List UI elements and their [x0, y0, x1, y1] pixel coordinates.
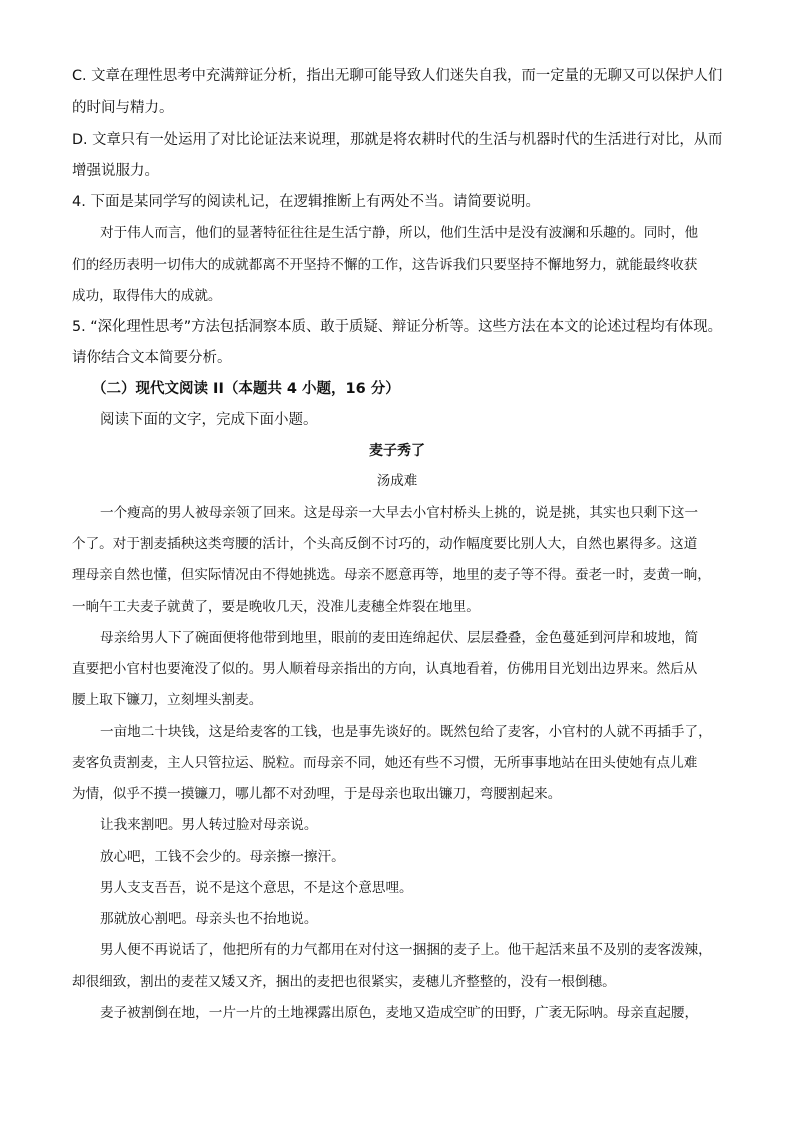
reading-note-line-3: 成功，取得伟大的成就。 [72, 288, 222, 304]
reading-note-line-1: 对于伟人而言，他们的显著特征往往是生活宁静，所以，他们生活中是没有波澜和乐趣的。同时，他 [100, 225, 699, 241]
story-paragraph-line: 却很细致，割出的麦茬又矮又齐，捆出的麦把也很紧实，麦穗儿齐整整的，没有一根倒穗。 [72, 974, 616, 990]
option-d-line-1: D. 文章只有一处运用了对比论证法来说理，那就是将农耕时代的生活与机器时代的生活进行对比，从而 [72, 132, 723, 148]
story-paragraph-line: 个了。对于割麦插秧这类弯腰的活计，个头高反倒不讨巧的，动作幅度要比别人大，自然也累得多。这道 [72, 536, 698, 552]
story-paragraph-line: 理母亲自然也懂，但实际情况由不得她挑选。母亲不愿意再等，地里的麦子等不得。蚕老一时，麦黄一晌， [72, 567, 711, 583]
story-paragraph-line: 一亩地二十块钱，这是给麦客的工钱，也是事先谈好的。既然包给了麦客，小官村的人就不再插手了， [100, 724, 712, 740]
section-heading: （二）现代文阅读 II（本题共 4 小题，16 分） [92, 381, 400, 397]
dialogue-line: 让我来割吧。男人转过脸对母亲说。 [100, 817, 318, 833]
story-paragraph-line: 一个瘦高的男人被母亲领了回来。这是母亲一大早去小官村桥头上挑的，说是挑，其实也只剩下这一 [100, 505, 699, 521]
story-paragraph-line: 男人便不再说话了，他把所有的力气都用在对付这一捆捆的麦子上。他干起活来虽不及别的麦客泼辣， [100, 942, 712, 958]
option-c-line-2: 的时间与精力。 [72, 100, 174, 116]
dialogue-line: 男人支支吾吾，说不是这个意思，不是这个意思哩。 [100, 880, 413, 896]
story-author: 汤成难 [376, 473, 418, 489]
option-c-line-1: C. 文章在理性思考中充满辩证分析，指出无聊可能导致人们迷失自我，而一定量的无聊又可以保护人们 [72, 68, 723, 84]
story-paragraph-line: 腰上取下镰刀，立刻埋头割麦。 [72, 692, 263, 708]
option-d-line-2: 增强说服力。 [72, 163, 159, 179]
story-paragraph-line: 一晌午工夫麦子就黄了，要是晚收几天，没准儿麦穗全炸裂在地里。 [72, 599, 480, 615]
story-paragraph-line: 麦子被割倒在地，一片一片的土地裸露出原色，麦地又造成空旷的田野，广袤无际呐。母亲直起腰， [100, 1005, 699, 1021]
question-5-line-2: 请你结合文本简要分析。 [72, 350, 232, 366]
section-instruction: 阅读下面的文字，完成下面小题。 [100, 412, 318, 428]
story-paragraph-line: 直要把小官村也要淹没了似的。男人顺着母亲指出的方向，认真地看着，仿佛用目光划出边界来。然后从 [72, 661, 698, 677]
story-title: 麦子秀了 [369, 443, 425, 459]
question-4-stem: 4. 下面是某同学写的阅读札记，在逻辑推断上有两处不当。请简要说明。 [72, 194, 540, 210]
dialogue-line: 那就放心割吧。母亲头也不抬地说。 [100, 911, 318, 927]
story-paragraph-line: 母亲给男人下了碗面便将他带到地里，眼前的麦田连绵起伏、层层叠叠，金色蔓延到河岸和坡地，简 [100, 630, 699, 646]
question-5-line-1: 5. “深化理性思考”方法包括洞察本质、敢于质疑、辩证分析等。这些方法在本文的论述过程均有体现。 [72, 319, 722, 335]
story-paragraph-line: 麦客负责割麦，主人只管拉运、脱粒。而母亲不同，她还有些不习惯，无所事事地站在田头使她有点儿难 [72, 755, 698, 771]
dialogue-line: 放心吧，工钱不会少的。母亲擦一擦汗。 [100, 849, 345, 865]
reading-note-line-2: 们的经历表明一切伟大的成就都离不开坚持不懈的工作，这告诉我们只要坚持不懈地努力，就能最终收获 [72, 257, 698, 273]
story-paragraph-line: 为情，似乎不摸一摸镰刀，哪儿都不对劲哩，于是母亲也取出镰刀，弯腰割起来。 [72, 786, 562, 802]
